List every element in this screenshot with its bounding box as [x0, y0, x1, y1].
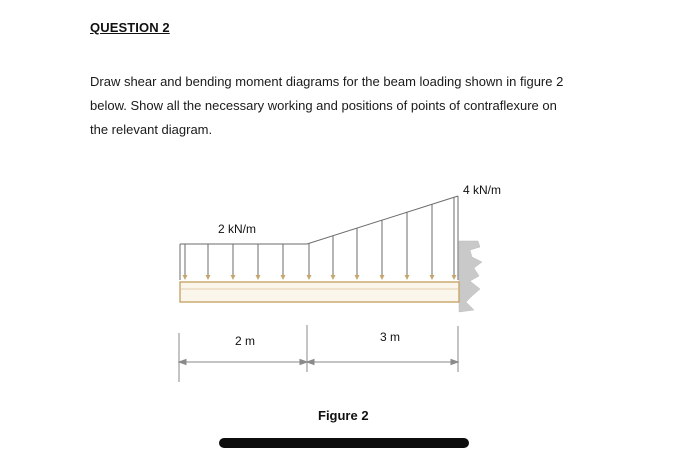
load-left-label: 2 kN/m	[218, 222, 257, 236]
fixed-support	[459, 241, 482, 312]
load-right-label: 4 kN/m	[463, 183, 502, 197]
load-arrow-head	[307, 275, 312, 280]
load-outline	[180, 196, 458, 244]
dimension-left-label: 2 m	[235, 334, 256, 348]
home-indicator[interactable]	[219, 438, 469, 448]
dimension-lines	[179, 325, 458, 382]
load-arrow-head	[281, 275, 286, 280]
question-line-2: below. Show all the necessary working and positions of points of contraflexure on	[90, 98, 557, 113]
load-arrow-head	[405, 275, 410, 280]
load-arrow-head	[430, 275, 435, 280]
load-arrow-head	[380, 275, 385, 280]
question-line-3: the relevant diagram.	[90, 122, 213, 137]
question-line-1: Draw shear and bending moment diagrams for the beam loading shown in figure 2	[90, 74, 564, 89]
load-arrow-head	[231, 275, 236, 280]
question-heading: QUESTION 2	[90, 20, 170, 35]
load-arrow-head	[183, 275, 188, 280]
figure-caption: Figure 2	[318, 408, 369, 423]
load-arrow-head	[331, 275, 336, 280]
load-arrow-head	[452, 275, 457, 280]
dimension-right-label: 3 m	[380, 330, 401, 344]
load-arrow-head	[355, 275, 360, 280]
beam-body	[180, 282, 459, 302]
distributed-load	[180, 196, 458, 280]
load-arrow-head	[256, 275, 261, 280]
wall-hatch	[459, 241, 482, 312]
beam	[180, 282, 459, 302]
load-arrow-head	[206, 275, 211, 280]
